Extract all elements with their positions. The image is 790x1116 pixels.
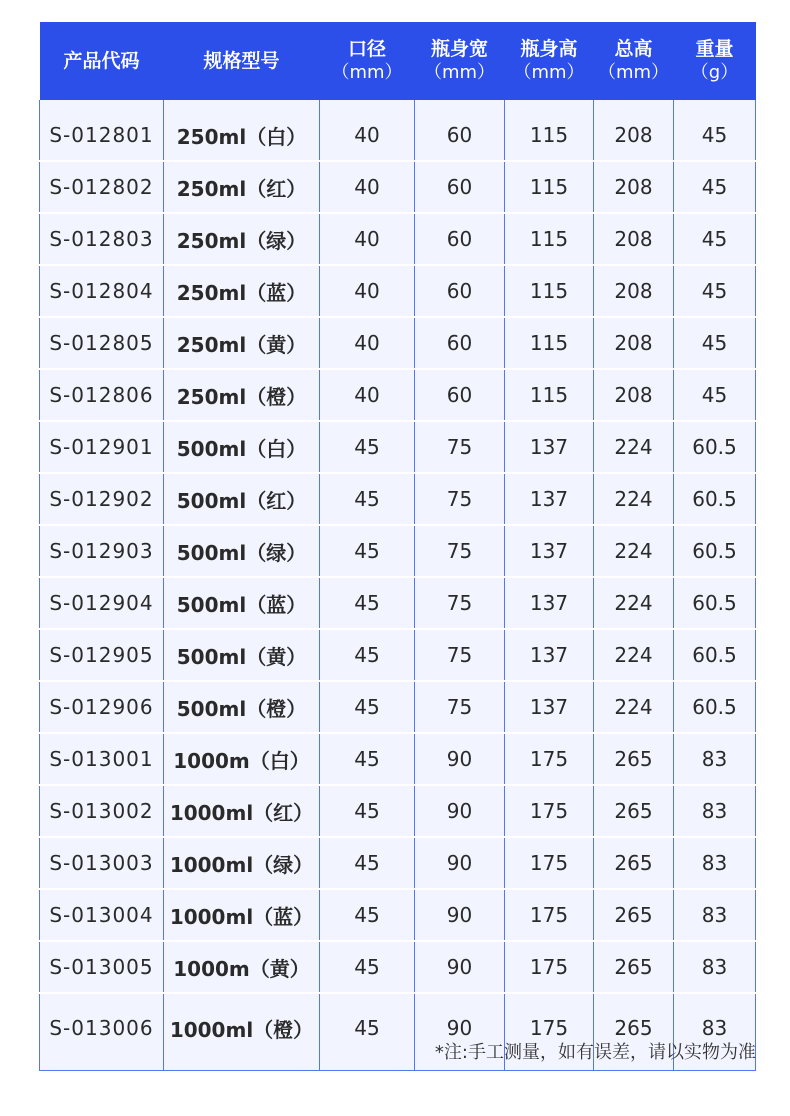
cell-mouth: 45 [320,785,415,837]
cell-mouth: 45 [320,837,415,889]
cell-mouth: 40 [320,100,415,161]
cell-mouth: 45 [320,733,415,785]
cell-spec: 1000ml（橙） [164,993,320,1071]
cell-body-height: 137 [505,473,594,525]
cell-weight: 83 [674,785,756,837]
cell-mouth: 40 [320,161,415,213]
cell-body-height: 115 [505,161,594,213]
cell-code: S-012902 [40,473,164,525]
cell-code: S-012804 [40,265,164,317]
cell-spec: 1000ml（蓝） [164,889,320,941]
table-row [40,889,756,941]
cell-body-width: 75 [415,681,505,733]
cell-total-height: 265 [594,785,674,837]
cell-spec: 1000m（白） [164,733,320,785]
table-row [40,681,756,733]
table-row [40,785,756,837]
cell-mouth: 40 [320,369,415,421]
cell-body-height: 175 [505,889,594,941]
header-body-height-label: 瓶身高 [520,38,578,60]
cell-total-height: 208 [594,369,674,421]
cell-spec: 250ml（蓝） [164,265,320,317]
cell-total-height: 224 [594,421,674,473]
cell-spec: 1000ml（红） [164,785,320,837]
cell-weight: 60.5 [674,421,756,473]
table-row [40,941,756,993]
cell-code: S-012904 [40,577,164,629]
cell-total-height: 208 [594,213,674,265]
cell-total-height: 224 [594,681,674,733]
cell-total-height: 208 [594,265,674,317]
cell-code: S-013001 [40,733,164,785]
table-row [40,421,756,473]
cell-weight: 45 [674,317,756,369]
header-body-width [415,22,505,100]
header-spec-label: 规格型号 [203,49,280,72]
cell-spec: 250ml（黄） [164,317,320,369]
cell-mouth: 45 [320,681,415,733]
cell-mouth: 45 [320,629,415,681]
header-row [40,22,756,100]
table-row [40,577,756,629]
cell-body-width: 90 [415,889,505,941]
cell-body-height: 137 [505,525,594,577]
header-mouth-label: 口径 [347,38,386,60]
cell-code: S-013006 [40,993,164,1071]
header-total-height-unit: （mm） [597,62,670,83]
cell-spec: 1000ml（绿） [164,837,320,889]
header-code-label: 产品代码 [63,49,140,72]
cell-body-width: 90 [415,733,505,785]
header-code [40,22,164,100]
table-row [40,213,756,265]
cell-mouth: 45 [320,421,415,473]
cell-spec: 500ml（白） [164,421,320,473]
cell-total-height: 265 [594,733,674,785]
cell-weight: 60.5 [674,525,756,577]
cell-body-width: 60 [415,369,505,421]
cell-weight: 83 [674,993,756,1071]
header-total-height-label: 总高 [614,38,653,60]
cell-spec: 250ml（橙） [164,369,320,421]
cell-code: S-012802 [40,161,164,213]
cell-body-height: 137 [505,421,594,473]
cell-spec: 250ml（白） [164,100,320,161]
cell-body-height: 137 [505,681,594,733]
cell-mouth: 40 [320,317,415,369]
cell-mouth: 45 [320,577,415,629]
footnote: *注:手工测量，如有误差，请以实物为准 [434,1042,756,1063]
cell-code: S-012906 [40,681,164,733]
table-row [40,100,756,161]
cell-body-width: 60 [415,213,505,265]
cell-body-height: 175 [505,733,594,785]
cell-code: S-013002 [40,785,164,837]
cell-weight: 60.5 [674,473,756,525]
header-mouth [320,22,415,100]
cell-weight: 60.5 [674,629,756,681]
cell-body-height: 175 [505,993,594,1071]
cell-spec: 500ml（绿） [164,525,320,577]
cell-body-height: 137 [505,577,594,629]
cell-body-height: 175 [505,837,594,889]
cell-body-height: 137 [505,629,594,681]
cell-body-height: 175 [505,785,594,837]
cell-spec: 500ml（红） [164,473,320,525]
cell-spec: 250ml（红） [164,161,320,213]
cell-code: S-013005 [40,941,164,993]
cell-body-height: 115 [505,213,594,265]
table-row [40,265,756,317]
cell-total-height: 224 [594,577,674,629]
cell-weight: 45 [674,369,756,421]
cell-spec: 500ml（橙） [164,681,320,733]
cell-body-width: 75 [415,577,505,629]
cell-mouth: 40 [320,265,415,317]
cell-spec: 250ml（绿） [164,213,320,265]
cell-body-height: 115 [505,265,594,317]
header-weight [674,22,756,100]
cell-body-width: 75 [415,629,505,681]
cell-code: S-012805 [40,317,164,369]
cell-weight: 45 [674,100,756,161]
cell-code: S-012801 [40,100,164,161]
cell-mouth: 45 [320,941,415,993]
cell-spec: 500ml（蓝） [164,577,320,629]
cell-total-height: 265 [594,993,674,1071]
cell-body-width: 60 [415,100,505,161]
cell-code: S-012905 [40,629,164,681]
cell-body-width: 75 [415,525,505,577]
cell-total-height: 224 [594,525,674,577]
cell-total-height: 224 [594,473,674,525]
cell-body-width: 60 [415,317,505,369]
cell-body-width: 75 [415,473,505,525]
cell-total-height: 208 [594,161,674,213]
cell-mouth: 45 [320,889,415,941]
cell-body-width: 90 [415,785,505,837]
cell-total-height: 265 [594,837,674,889]
table-row [40,473,756,525]
table-row [40,317,756,369]
cell-body-width: 90 [415,993,505,1071]
cell-spec: 500ml（黄） [164,629,320,681]
cell-body-height: 175 [505,941,594,993]
cell-weight: 60.5 [674,577,756,629]
header-mouth-unit: （mm） [331,62,403,83]
cell-code: S-012806 [40,369,164,421]
cell-body-width: 60 [415,265,505,317]
spec-table-container [39,22,755,1071]
cell-mouth: 45 [320,473,415,525]
cell-weight: 60.5 [674,681,756,733]
header-body-height-unit: （mm） [513,62,585,83]
cell-total-height: 265 [594,941,674,993]
cell-total-height: 208 [594,317,674,369]
cell-body-height: 115 [505,100,594,161]
cell-weight: 83 [674,733,756,785]
header-body-width-label: 瓶身宽 [430,38,488,60]
table-row [40,837,756,889]
cell-body-height: 115 [505,317,594,369]
table-row [40,733,756,785]
table-row [40,369,756,421]
cell-mouth: 45 [320,525,415,577]
cell-code: S-012803 [40,213,164,265]
table-row [40,525,756,577]
cell-body-width: 90 [415,941,505,993]
header-weight-unit: （g） [690,62,739,83]
cell-total-height: 224 [594,629,674,681]
cell-code: S-013004 [40,889,164,941]
cell-code: S-012901 [40,421,164,473]
cell-total-height: 265 [594,889,674,941]
cell-mouth: 40 [320,213,415,265]
header-body-height [505,22,594,100]
cell-body-width: 60 [415,161,505,213]
table-header [40,22,756,100]
header-spec [164,22,320,100]
header-weight-label: 重量 [695,38,734,60]
cell-body-width: 90 [415,837,505,889]
cell-weight: 83 [674,889,756,941]
table-body [40,100,756,1071]
cell-code: S-013003 [40,837,164,889]
table-row [40,161,756,213]
cell-weight: 45 [674,265,756,317]
cell-spec: 1000m（黄） [164,941,320,993]
header-body-width-unit: （mm） [423,62,496,83]
cell-weight: 45 [674,161,756,213]
header-total-height [594,22,674,100]
cell-weight: 83 [674,837,756,889]
cell-code: S-012903 [40,525,164,577]
table-row [40,629,756,681]
cell-body-height: 115 [505,369,594,421]
cell-mouth: 45 [320,993,415,1071]
cell-weight: 45 [674,213,756,265]
cell-total-height: 208 [594,100,674,161]
cell-body-width: 75 [415,421,505,473]
spec-table [39,22,756,1071]
cell-weight: 83 [674,941,756,993]
